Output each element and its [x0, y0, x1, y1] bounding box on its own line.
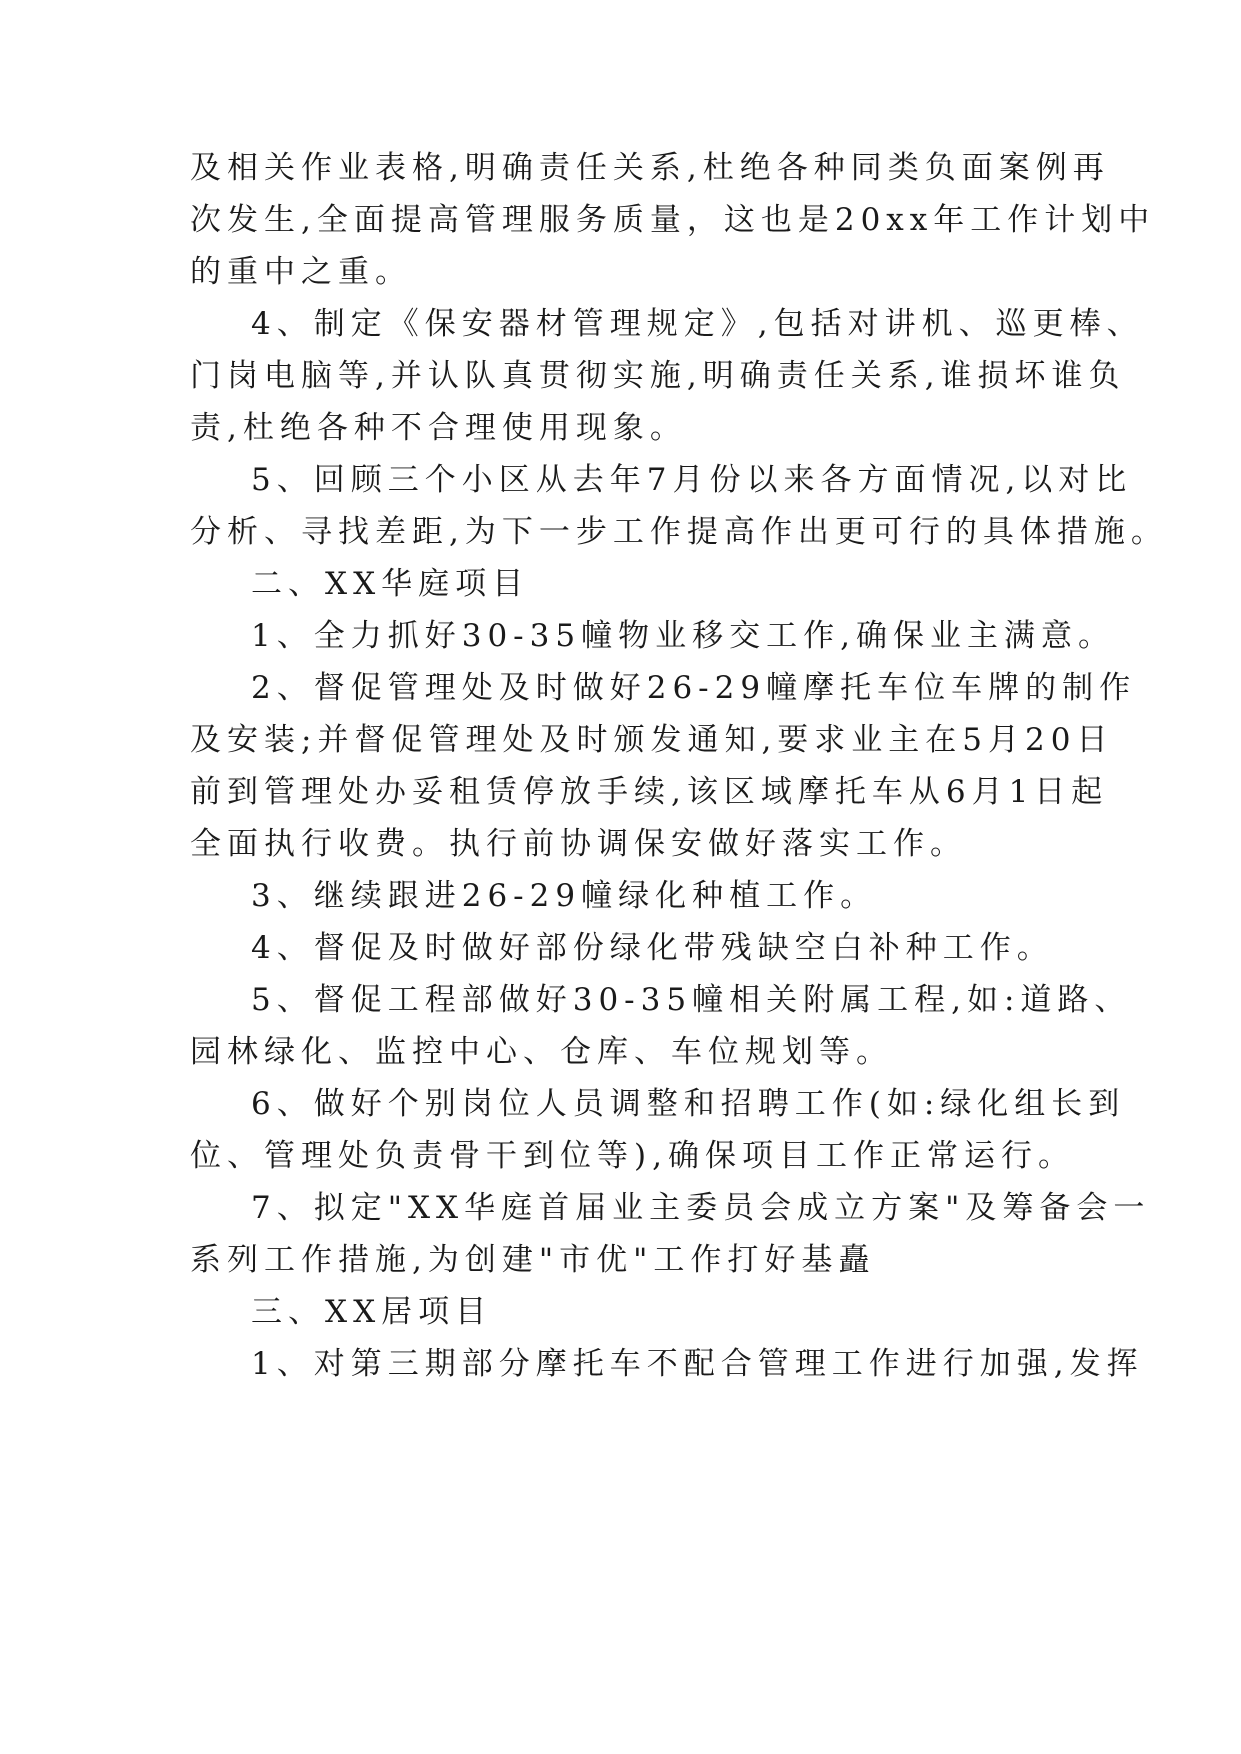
text-line-5: 门岗电脑等,并认队真贯彻实施,明确责任关系,谁损坏谁负 [190, 358, 1126, 394]
section-heading-2: 二、XX华庭项目 [251, 566, 530, 602]
text-line-17: 5、督促工程部做好30-35幢相关附属工程,如:道路、 [251, 982, 1132, 1018]
text-line-1: 及相关作业表格,明确责任关系,杜绝各种同类负面案例再 [190, 150, 1110, 186]
text-line-12: 及安装;并督促管理处及时颁发通知,要求业主在5月20日 [190, 722, 1114, 758]
text-line-11: 2、督促管理处及时做好26-29幢摩托车位车牌的制作 [251, 670, 1137, 706]
text-line-16: 4、督促及时做好部份绿化带残缺空白补种工作。 [251, 930, 1054, 966]
text-line-10: 1、全力抓好30-35幢物业移交工作,确保业主满意。 [251, 618, 1115, 654]
text-line-3: 的重中之重。 [190, 254, 412, 290]
section-heading-3: 三、XX居项目 [251, 1294, 493, 1330]
text-line-2: 次发生,全面提高管理服务质量，这也是20xx年工作计划中 [190, 202, 1156, 238]
text-line-15: 3、继续跟进26-29幢绿化种植工作。 [251, 878, 878, 914]
text-line-20: 位、管理处负责骨干到位等),确保项目工作正常运行。 [190, 1138, 1075, 1174]
text-line-14: 全面执行收费。执行前协调保安做好落实工作。 [190, 826, 967, 862]
text-line-22: 系列工作措施,为创建"市优"工作打好基矗 [190, 1242, 876, 1278]
text-line-19: 6、做好个别岗位人员调整和招聘工作(如:绿化组长到 [251, 1086, 1126, 1122]
text-line-6: 责,杜绝各种不合理使用现象。 [190, 410, 687, 446]
text-line-8: 分析、寻找差距,为下一步工作提高作出更可行的具体措施。 [190, 514, 1168, 550]
text-line-21: 7、拟定"XX华庭首届业主委员会成立方案"及筹备会一 [251, 1190, 1151, 1226]
text-line-24: 1、对第三期部分摩托车不配合管理工作进行加强,发挥 [251, 1346, 1144, 1382]
text-line-18: 园林绿化、监控中心、仓库、车位规划等。 [190, 1034, 893, 1070]
text-line-7: 5、回顾三个小区从去年7月份以来各方面情况,以对比 [251, 462, 1133, 498]
text-line-13: 前到管理处办妥租赁停放手续,该区域摩托车从6月1日起 [190, 774, 1109, 810]
text-line-4: 4、制定《保安器材管理规定》,包括对讲机、巡更棒、 [251, 306, 1144, 342]
